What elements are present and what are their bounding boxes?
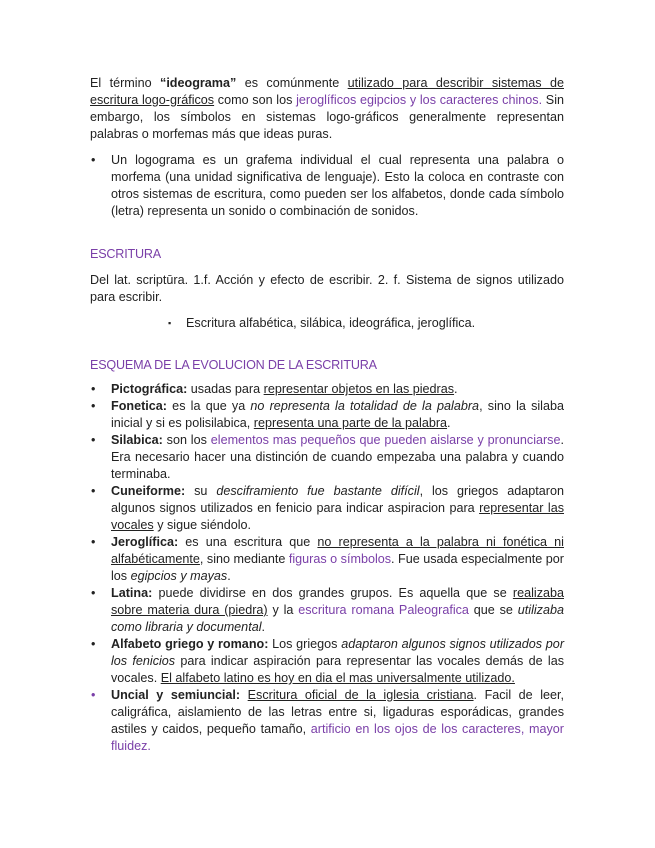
intro-purple: jeroglíficos egipcios y los caracteres chinos.	[296, 93, 543, 107]
item-purple: escritura romana Paleografica	[298, 603, 469, 617]
item-italic: utilizaba como libraria y documental	[111, 603, 564, 634]
bullet-icon: •	[91, 399, 96, 413]
intro-underlined: utilizado para describir sistemas de escritura logo-gráficos	[90, 76, 564, 107]
list-item	[90, 152, 564, 220]
item-purple: figuras o símbolos	[288, 552, 392, 566]
item-underlined: no representa a la palabra ni fonética ni alfabéticamente	[111, 535, 564, 566]
item-underlined: representa una parte de la palabra	[253, 416, 448, 430]
item-text: .	[447, 416, 451, 430]
item-text: su	[185, 484, 217, 498]
bullet-icon: •	[91, 153, 96, 167]
bullet-icon: •	[91, 586, 96, 600]
item-text: .	[261, 620, 265, 634]
bullet-icon: •	[91, 382, 96, 396]
item-text: .	[227, 569, 231, 583]
item-title: Jeroglífica:	[111, 535, 179, 549]
heading-esquema: ESQUEMA DE LA EVOLUCION DE LA ESCRITURA	[90, 358, 377, 372]
item-title: Pictográfica:	[111, 382, 188, 396]
list-item-silabica	[90, 432, 564, 483]
item-italic: egipcios y mayas	[130, 569, 228, 583]
item-text: Los griegos	[268, 637, 342, 651]
intro-term: “ideograma”	[160, 76, 237, 90]
square-bullet-icon: ▪	[168, 318, 172, 328]
list-item-alfabeto	[90, 636, 564, 687]
item-italic: no representa la totalidad de la palabra	[250, 399, 480, 413]
list-item-cuneiforme	[90, 483, 564, 534]
item-purple: elementos mas pequeños que pueden aislarse y pronunciarse	[210, 433, 561, 447]
evolution-list	[90, 381, 564, 755]
item-title: Uncial y semiuncial:	[111, 688, 241, 702]
list-item-latina	[90, 585, 564, 636]
item-text: usadas para	[187, 382, 264, 396]
item-title: Latina:	[111, 586, 153, 600]
intro-text-2: es comúnmente	[236, 76, 348, 90]
intro-paragraph	[90, 75, 564, 143]
heading-escritura: ESCRITURA	[90, 247, 161, 261]
item-text: puede dividirse en dos grandes grupos. Es aquella que se	[152, 586, 513, 600]
intro-text-4: Sin embargo, los símbolos en sistemas logo-gráficos generalmente representan palabras o morfemas más que ideas puras.	[90, 93, 564, 141]
item-text: y la	[267, 603, 299, 617]
item-text: es la que ya	[166, 399, 251, 413]
item-underlined: El alfabeto latino es hoy en dia el mas universalmente utilizado.	[160, 671, 515, 685]
bullet-icon: •	[91, 484, 96, 498]
item-italic: adaptaron algunos signos utilizados por los fenicios	[111, 637, 565, 668]
item-italic: desciframiento fue bastante difícil	[216, 484, 420, 498]
item-text	[240, 688, 248, 702]
item-text: , los griegos adaptaron algunos signos utilizados en fenicio para indicar aspiracion para	[111, 484, 564, 515]
item-purple: artificio en los ojos de los caracteres, mayor fluidez.	[111, 722, 564, 753]
definition-paragraph: Del lat. scriptūra. 1.f. Acción y efecto de escribir. 2. f. Sistema de signos utilizado para escribir.	[90, 273, 564, 304]
item-text: .	[454, 382, 458, 396]
item-text: , sino la silaba inicial y si es polisilabica,	[111, 399, 564, 430]
list-item-fonetica	[90, 398, 564, 432]
bullet-icon: •	[91, 433, 96, 447]
item-underlined: representar las vocales	[111, 501, 565, 532]
intro-text-1: El término	[90, 76, 161, 90]
logogram-text: Un logograma es un grafema individual el cual representa una palabra o morfema (una unidad significativa de lenguaje). Esto la coloca en contraste con otros sistemas de escritura, como pueden ser los alfabetos, donde cada símbolo (letra) representa un sonido o combinación de sonidos.	[111, 153, 564, 218]
item-text: . Era necesario hacer una distinción de cuando empezaba una palabra y cuando terminaba.	[111, 433, 564, 481]
item-text: es una escritura que	[178, 535, 318, 549]
list-item-jeroglifica	[90, 534, 564, 585]
bullet-icon: •	[91, 535, 96, 549]
item-underlined: representar objetos en las piedras	[263, 382, 455, 396]
logogram-list	[90, 152, 564, 220]
item-title: Cuneiforme:	[111, 484, 186, 498]
item-underlined: Escritura oficial de la iglesia cristiana	[247, 688, 474, 702]
item-underlined: realizaba sobre materia dura (piedra)	[111, 586, 564, 617]
bullet-icon: •	[91, 637, 96, 651]
intro-text-3: como son los	[214, 93, 297, 107]
list-item-pictografica	[90, 381, 564, 398]
item-text: . Fue usada especialmente por los	[111, 552, 564, 583]
list-item-uncial	[90, 687, 564, 755]
bullet-icon: •	[91, 688, 96, 702]
item-text: . Facil de leer, caligráfica, aislamiento de las letras entre si, ligaduras esporádicas, grandes astiles y caidos, pequeño tamaño,	[111, 688, 564, 736]
item-title: Alfabeto griego y romano:	[111, 637, 269, 651]
item-text: , sino mediante	[199, 552, 289, 566]
item-text: que se	[468, 603, 518, 617]
item-title: Silabica:	[111, 433, 163, 447]
item-title: Fonetica:	[111, 399, 167, 413]
sub-item-text: Escritura alfabética, silábica, ideográfica, jeroglífica.	[186, 316, 476, 330]
item-text: para indicar aspiración para representar las vocales demás de las vocales.	[111, 654, 564, 685]
item-text: y sigue siéndolo.	[153, 518, 252, 532]
item-text: son los	[162, 433, 211, 447]
